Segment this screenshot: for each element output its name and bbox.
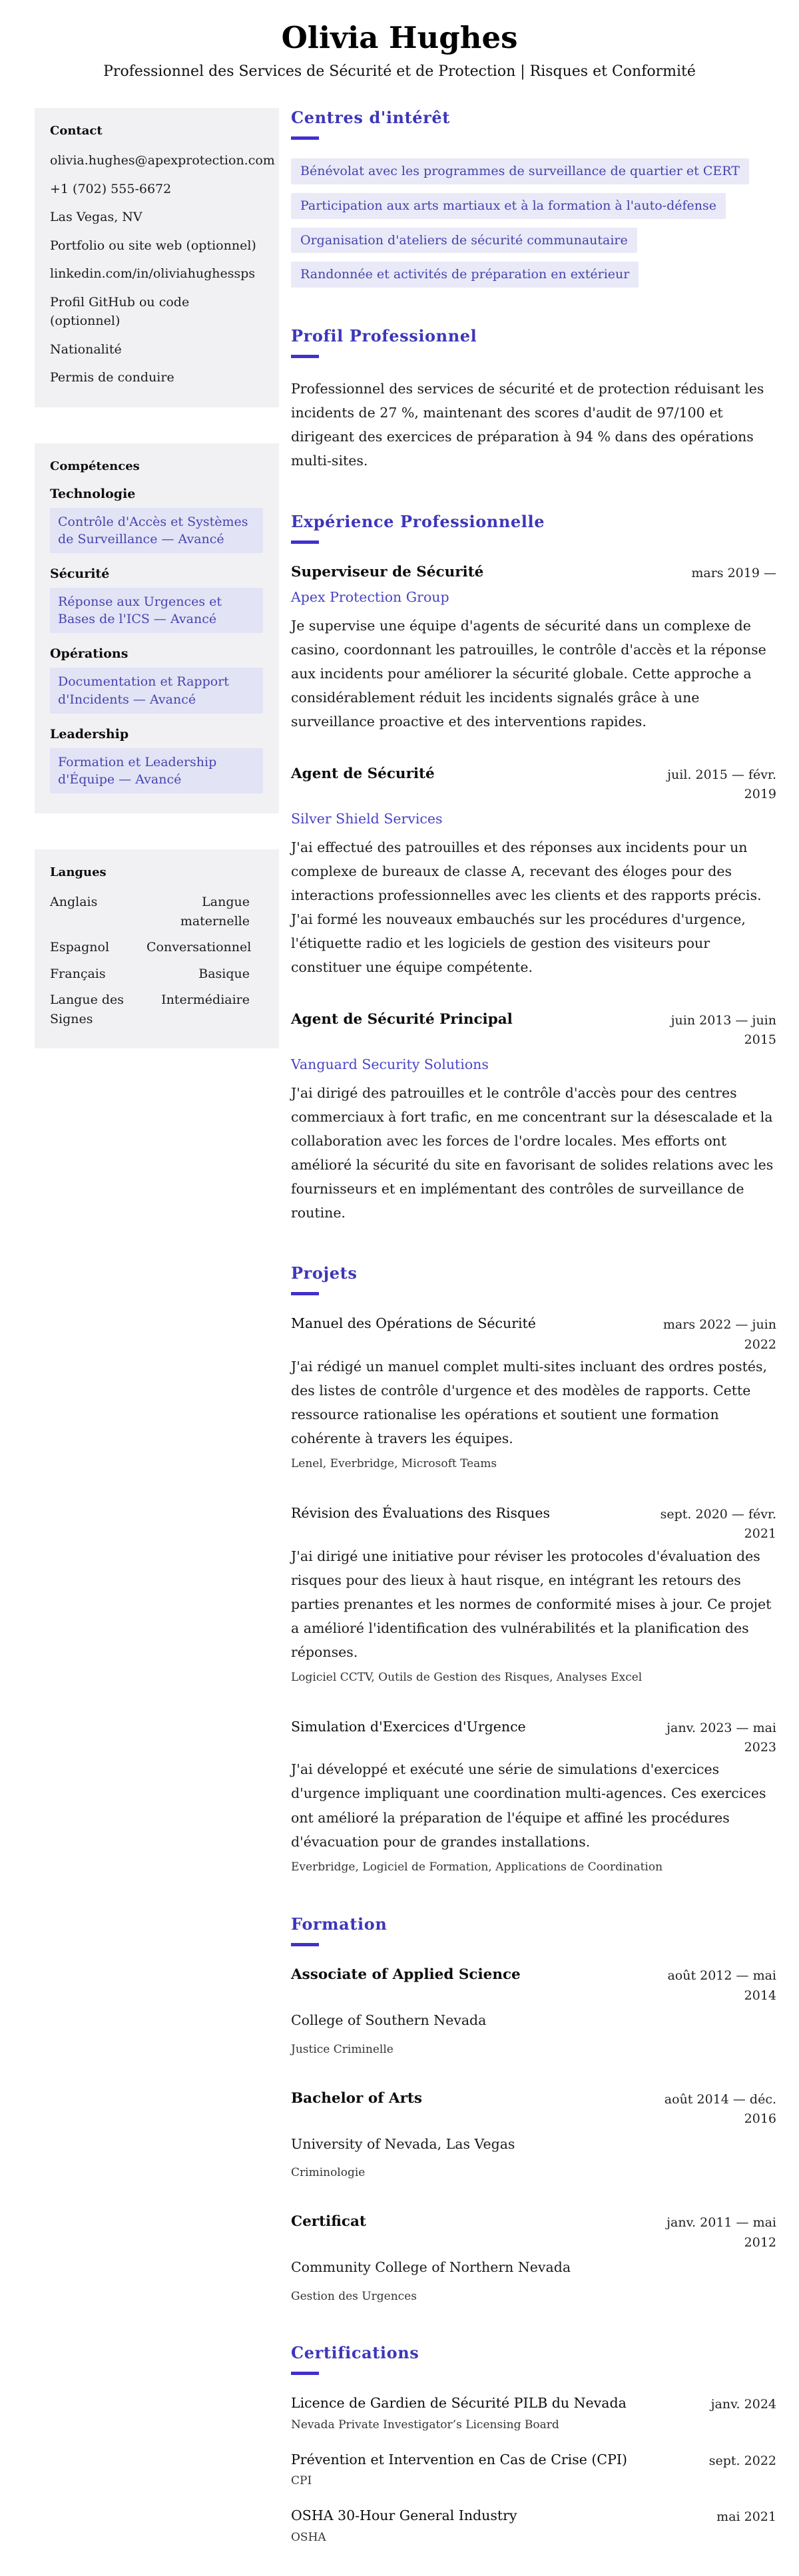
interests-section xyxy=(291,108,776,288)
job-header xyxy=(291,1010,776,1050)
contact-github: Profil GitHub ou code (optionnel) xyxy=(50,294,190,328)
skills-title: Compétences xyxy=(50,459,140,473)
skill-chip: Réponse aux Urgences et Bases de l'ICS — Avancé xyxy=(50,588,263,633)
certification-entry xyxy=(291,2450,776,2487)
field-of-study: Criminologie xyxy=(291,2166,366,2180)
certification-entry xyxy=(291,2394,776,2431)
certifications-heading: Certifications xyxy=(291,2343,419,2363)
education-header xyxy=(291,2089,776,2129)
job-entry xyxy=(291,1010,776,1225)
language-row xyxy=(50,938,263,957)
certification-entry xyxy=(291,2506,776,2543)
education-header xyxy=(291,2212,776,2253)
interest-chip: Randonnée et activités de préparation en extérieur xyxy=(291,262,639,288)
language-name: Espagnol xyxy=(50,940,110,955)
language-name: Langue des Signes xyxy=(50,992,125,1026)
certifications-section xyxy=(291,2343,776,2543)
heading-rule xyxy=(291,1943,319,1946)
project-title: Manuel des Opérations de Sécurité xyxy=(291,1315,536,1332)
language-row xyxy=(50,965,263,984)
job-title: Agent de Sécurité xyxy=(291,765,435,783)
job-description: J'ai dirigé des patrouilles et le contrôle d'accès pour des centres commerciaux à fort trafic, en me concentrant sur la désescalade et la collaboration avec les forces de l'ordre locales. Mes efforts ont amélioré la sécurité du site en favorisant de solides relations avec les fournisseurs et en implémentant des contrôles de surveillance de routine. xyxy=(291,1084,774,1221)
certification-header xyxy=(291,2450,776,2471)
heading-rule xyxy=(291,2372,319,2375)
profile-section xyxy=(291,326,776,473)
language-level: Conversationnel xyxy=(146,940,252,955)
language-name: Anglais xyxy=(50,895,98,910)
projects-section xyxy=(291,1263,776,1876)
job-header xyxy=(291,764,776,805)
skills-section xyxy=(35,443,279,814)
language-row xyxy=(50,893,263,931)
certification-date: mai 2021 xyxy=(716,2509,776,2525)
certification-issuer: OSHA xyxy=(291,2530,326,2544)
language-level: Basique xyxy=(198,966,250,981)
language-level: Langue maternelle xyxy=(180,895,250,929)
job-dates: juil. 2015 — févr. 2019 xyxy=(667,767,776,802)
contact-section xyxy=(35,108,279,407)
contact-location: Las Vegas, NV xyxy=(50,210,142,224)
education-entry xyxy=(291,2212,776,2304)
contact-portfolio: Portfolio ou site web (optionnel) xyxy=(50,238,256,253)
heading-rule xyxy=(291,355,319,358)
resume-header xyxy=(0,0,799,80)
certification-header xyxy=(291,2394,776,2414)
certification-name: Licence de Gardien de Sécurité PILB du Nevada xyxy=(291,2395,627,2412)
job-title: Superviseur de Sécurité xyxy=(291,563,484,580)
degree-title: Associate of Applied Science xyxy=(291,1966,521,1984)
projects-heading: Projets xyxy=(291,1263,358,1283)
job-dates: mars 2019 — xyxy=(691,565,776,580)
skill-chip: Contrôle d'Accès et Systèmes de Surveillance — Avancé xyxy=(50,508,263,553)
job-description: J'ai effectué des patrouilles et des réponses aux incidents pour un complexe de bureaux de classe A, recevant des éloges pour des interactions professionnelles avec les clients et des rapports précis. J'ai formé les nouveaux embauchés sur les procédures d'urgence, l'étiquette radio et les logiciels de gestion des visiteurs pour constituer une équipe compétente. xyxy=(291,839,762,975)
heading-rule xyxy=(291,540,319,544)
project-tools: Everbridge, Logiciel de Formation, Applications de Coordination xyxy=(291,1860,663,1874)
project-dates: sept. 2020 — févr. 2021 xyxy=(660,1506,776,1542)
project-dates: janv. 2023 — mai 2023 xyxy=(666,1720,776,1755)
school-name: University of Nevada, Las Vegas xyxy=(291,2135,515,2152)
certification-date: sept. 2022 xyxy=(708,2453,776,2468)
project-entry xyxy=(291,1314,776,1473)
certification-issuer: CPI xyxy=(291,2474,312,2488)
project-header xyxy=(291,1314,776,1355)
project-title: Simulation d'Exercices d'Urgence xyxy=(291,1718,526,1735)
person-name: Olivia Hughes xyxy=(281,20,518,55)
job-title: Agent de Sécurité Principal xyxy=(291,1011,513,1028)
education-heading: Formation xyxy=(291,1914,388,1934)
experience-section xyxy=(291,512,776,1225)
certification-issuer: Nevada Private Investigator’s Licensing Board xyxy=(291,2418,559,2432)
interest-chip: Bénévolat avec les programmes de surveillance de quartier et CERT xyxy=(291,158,749,184)
person-headline: Professionnel des Services de Sécurité et de Protection | Risques et Conformité xyxy=(103,63,696,80)
job-dates: juin 2013 — juin 2015 xyxy=(670,1013,776,1048)
project-tools: Logiciel CCTV, Outils de Gestion des Risques, Analyses Excel xyxy=(291,1671,643,1685)
skill-chip: Documentation et Rapport d'Incidents — Avancé xyxy=(50,668,263,713)
skill-group-technology: Technologie xyxy=(50,486,136,501)
content-columns xyxy=(0,80,799,2576)
heading-rule xyxy=(291,136,319,140)
interest-chip: Participation aux arts martiaux et à la formation à l'auto-défense xyxy=(291,193,726,219)
experience-heading: Expérience Professionnelle xyxy=(291,511,545,531)
certification-date: janv. 2024 xyxy=(710,2397,776,2412)
project-entry xyxy=(291,1717,776,1876)
education-dates: août 2012 — mai 2014 xyxy=(667,1968,776,2003)
certification-name: Prévention et Intervention en Cas de Crise (CPI) xyxy=(291,2451,627,2468)
education-entry xyxy=(291,2089,776,2181)
project-description: J'ai dirigé une initiative pour réviser les protocoles d'évaluation des risques pour des lieux à haut risque, en intégrant les retours des parties prenantes et les normes de conformité mises à jour. Ce projet a amélioré l'identification des vulnérabilités et la planification des réponses. xyxy=(291,1548,772,1660)
project-dates: mars 2022 — juin 2022 xyxy=(663,1317,776,1352)
interest-chip: Organisation d'ateliers de sécurité communautaire xyxy=(291,228,637,254)
sidebar xyxy=(35,108,279,1048)
field-of-study: Justice Criminelle xyxy=(291,2042,394,2056)
languages-section xyxy=(35,849,279,1048)
contact-driving-license: Permis de conduire xyxy=(50,370,174,385)
skill-group-leadership: Leadership xyxy=(50,726,129,742)
school-name: College of Southern Nevada xyxy=(291,2012,487,2029)
project-title: Révision des Évaluations des Risques xyxy=(291,1504,551,1521)
education-entry xyxy=(291,1965,776,2057)
language-level: Intermédiaire xyxy=(161,992,250,1008)
degree-title: Bachelor of Arts xyxy=(291,2089,422,2107)
project-header xyxy=(291,1504,776,1544)
education-section xyxy=(291,1914,776,2304)
certification-header xyxy=(291,2506,776,2527)
contact-phone: +1 (702) 555-6672 xyxy=(50,181,172,196)
interests-heading: Centres d'intérêt xyxy=(291,108,450,127)
skill-group-security: Sécurité xyxy=(50,566,110,581)
job-description: Je supervise une équipe d'agents de sécurité dans un complexe de casino, coordonnant les patrouilles, le contrôle d'accès et la réponse aux incidents pour améliorer la sécurité globale. Cette approche a considérablement réduit les incidents signalés grâce à une surveillance proactive et des interventions rapides. xyxy=(291,617,766,730)
job-entry xyxy=(291,562,776,734)
company-link[interactable]: Apex Protection Group xyxy=(291,588,449,605)
education-dates: août 2014 — déc. 2016 xyxy=(664,2091,776,2127)
project-description: J'ai rédigé un manuel complet multi-sites incluant des ordres postés, des listes de contrôle d'urgence et des modèles de rapports. Cette ressource rationalise les opérations et soutient une formation cohérente à travers les équipes. xyxy=(291,1358,768,1447)
degree-title: Certificat xyxy=(291,2213,366,2231)
contact-linkedin: linkedin.com/in/oliviahughessps xyxy=(50,266,256,281)
project-tools: Lenel, Everbridge, Microsoft Teams xyxy=(291,1457,497,1471)
contact-title: Contact xyxy=(50,124,103,138)
skill-chip: Formation et Leadership d'Équipe — Avancé xyxy=(50,748,263,793)
contact-email: olivia.hughes@apexprotection.com xyxy=(50,153,275,168)
certification-name: OSHA 30-Hour General Industry xyxy=(291,2507,517,2524)
company-link[interactable]: Silver Shield Services xyxy=(291,810,443,827)
profile-text: Professionnel des services de sécurité et de protection réduisant les incidents de 27 %, maintenant des scores d'audit de 97/100 et dirigeant des exercices de préparation à 94 % dans des opérations multi-sites. xyxy=(291,381,764,469)
main-column xyxy=(291,108,776,2560)
heading-rule xyxy=(291,1292,319,1295)
project-entry xyxy=(291,1504,776,1687)
company-link[interactable]: Vanguard Security Solutions xyxy=(291,1056,489,1072)
languages-title: Langues xyxy=(50,865,107,880)
project-description: J'ai développé et exécuté une série de simulations d'exercices d'urgence impliquant une coordination multi-agences. Ces exercices ont amélioré la préparation de l'équipe et affiné les procédures d'évacuation pour de grandes installations. xyxy=(291,1761,766,1850)
profile-heading: Profil Professionnel xyxy=(291,326,477,346)
school-name: Community College of Northern Nevada xyxy=(291,2258,571,2275)
contact-nationality: Nationalité xyxy=(50,341,122,357)
job-entry xyxy=(291,764,776,979)
language-row xyxy=(50,990,263,1028)
skill-group-operations: Opérations xyxy=(50,646,129,662)
job-header xyxy=(291,562,776,583)
field-of-study: Gestion des Urgences xyxy=(291,2289,417,2303)
project-header xyxy=(291,1717,776,1758)
language-name: Français xyxy=(50,966,106,981)
education-dates: janv. 2011 — mai 2012 xyxy=(666,2215,776,2250)
education-header xyxy=(291,1965,776,2006)
